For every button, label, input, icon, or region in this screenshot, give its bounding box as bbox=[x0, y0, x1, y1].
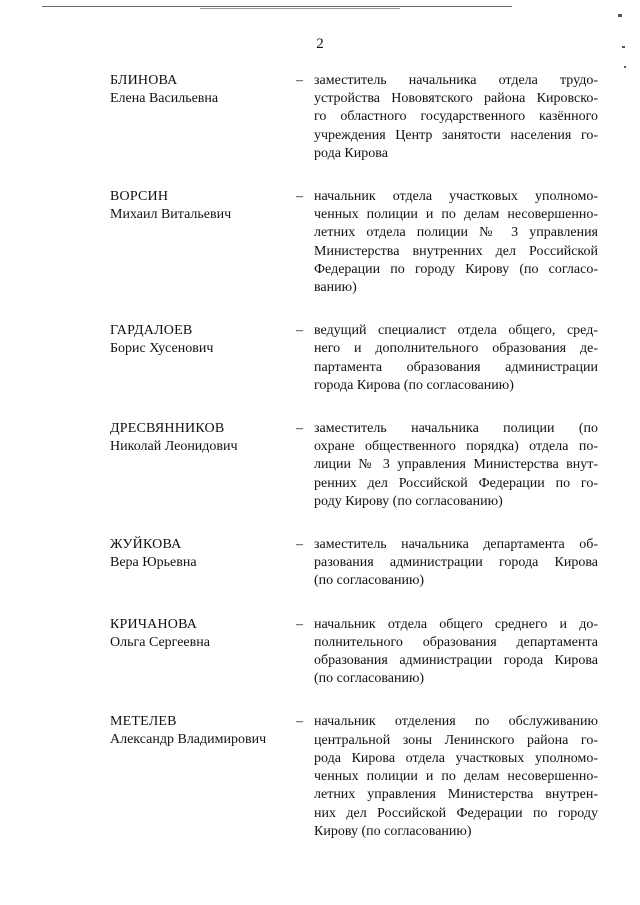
member-surname: ДРЕСВЯННИКОВ bbox=[110, 421, 225, 437]
member-position-line: начальник отдела участковых уполномо- bbox=[314, 189, 598, 205]
member-person bbox=[110, 420, 292, 456]
member-surname: ГАРДАЛОЕВ bbox=[110, 323, 193, 339]
member-position-line: Кирову (по согласованию) bbox=[314, 823, 472, 839]
member-given-name: Ольга Сергеевна bbox=[110, 634, 210, 650]
member-position-line: образования администрации города Кирова bbox=[314, 653, 598, 669]
member-entry bbox=[110, 420, 600, 511]
member-given-name: Николай Леонидович bbox=[110, 439, 238, 455]
member-position-line: охране общественного порядка) отдела по- bbox=[314, 439, 598, 455]
member-position-line: ченных полиции и по делам несовершенно- bbox=[314, 207, 598, 223]
member-position-line: го областного государственного казённого bbox=[314, 109, 598, 125]
member-surname: ВОРСИН bbox=[110, 189, 169, 205]
member-position-line: заместитель начальника департамента об- bbox=[314, 537, 598, 553]
page-number: 2 bbox=[316, 36, 324, 52]
member-entry bbox=[110, 322, 600, 395]
member-dash: – bbox=[296, 537, 303, 553]
member-position-line: заместитель начальника отдела трудо- bbox=[314, 73, 598, 88]
member-entry bbox=[110, 536, 600, 591]
member-position-line: ванию) bbox=[314, 280, 357, 296]
member-person bbox=[110, 713, 292, 749]
member-surname: ЖУЙКОВА bbox=[110, 537, 182, 553]
member-position bbox=[314, 536, 598, 591]
member-person bbox=[110, 72, 292, 108]
member-position-line: разования администрации города Кирова bbox=[314, 555, 598, 571]
member-position-line: полнительного образования департамента bbox=[314, 634, 598, 650]
member-entry bbox=[110, 713, 600, 840]
member-position bbox=[314, 72, 598, 163]
member-position-line: роду Кирову (по согласованию) bbox=[314, 493, 503, 509]
member-position bbox=[314, 188, 598, 297]
member-position-line: ченных полиции и по делам несовершенно- bbox=[314, 769, 598, 785]
member-position-line: (по согласованию) bbox=[314, 573, 425, 589]
member-position bbox=[314, 616, 598, 689]
member-given-name: Борис Хусенович bbox=[110, 341, 214, 357]
member-dash: – bbox=[296, 189, 303, 205]
member-entry bbox=[110, 188, 600, 297]
scan-speck bbox=[624, 66, 626, 68]
member-position-line: рода Кирова bbox=[314, 145, 388, 161]
member-given-name: Вера Юрьевна bbox=[110, 555, 197, 571]
member-position-line: рода Кирова отдела участковых уполномо- bbox=[314, 750, 598, 766]
member-position-line: лиции № 3 управления Министерства внут- bbox=[314, 457, 598, 473]
member-dash: – bbox=[296, 616, 303, 632]
member-position-line: летних управления Министерства внутрен- bbox=[314, 787, 598, 803]
member-position-line: них дел Российской Федерации по городу bbox=[314, 805, 598, 821]
member-given-name: Александр Владимирович bbox=[110, 732, 267, 748]
member-given-name: Елена Васильевна bbox=[110, 91, 219, 106]
scan-top-border bbox=[42, 6, 512, 7]
member-person bbox=[110, 536, 292, 572]
member-dash: – bbox=[296, 323, 303, 339]
member-entry bbox=[110, 72, 600, 163]
member-position-line: центральной зоны Ленинского района го- bbox=[314, 732, 598, 748]
member-position-line: ведущий специалист отдела общего, сред- bbox=[314, 323, 598, 339]
member-position-line: летних отдела полиции № 3 управления bbox=[314, 225, 598, 241]
member-position-line: партамента образования администрации bbox=[314, 359, 598, 375]
member-position-line: начальник отделения по обслуживанию bbox=[314, 714, 598, 730]
member-surname: МЕТЕЛЕВ bbox=[110, 714, 177, 730]
member-position-line: города Кирова (по согласованию) bbox=[314, 377, 514, 393]
member-person bbox=[110, 322, 292, 358]
scan-top-border-secondary bbox=[200, 8, 400, 9]
member-position-line: (по согласованию) bbox=[314, 671, 425, 687]
member-position-line: учреждения Центр занятости населения го- bbox=[314, 127, 598, 143]
member-list bbox=[110, 72, 600, 866]
member-position-line: начальник отдела общего среднего и до- bbox=[314, 616, 598, 632]
member-position-line: заместитель начальника полиции (по bbox=[314, 421, 598, 437]
member-given-name: Михаил Витальевич bbox=[110, 207, 232, 223]
member-dash: – bbox=[296, 73, 303, 88]
member-position bbox=[314, 420, 598, 511]
member-entry bbox=[110, 616, 600, 689]
member-position-line: устройства Нововятского района Кировско- bbox=[314, 91, 598, 107]
member-position-line: ренних дел Российской Федерации по го- bbox=[314, 475, 598, 491]
member-position bbox=[314, 322, 598, 395]
member-position-line: него и дополнительного образования де- bbox=[314, 341, 598, 357]
member-surname: КРИЧАНОВА bbox=[110, 616, 198, 632]
member-person bbox=[110, 616, 292, 652]
member-dash: – bbox=[296, 714, 303, 730]
member-person bbox=[110, 188, 292, 224]
member-position-line: Федерации по городу Кирову (по согласо- bbox=[314, 261, 598, 277]
member-position bbox=[314, 713, 598, 840]
scan-speck bbox=[618, 14, 622, 17]
member-position-line: Министерства внутренних дел Российской bbox=[314, 243, 598, 259]
member-dash: – bbox=[296, 421, 303, 437]
member-surname: БЛИНОВА bbox=[110, 73, 178, 88]
